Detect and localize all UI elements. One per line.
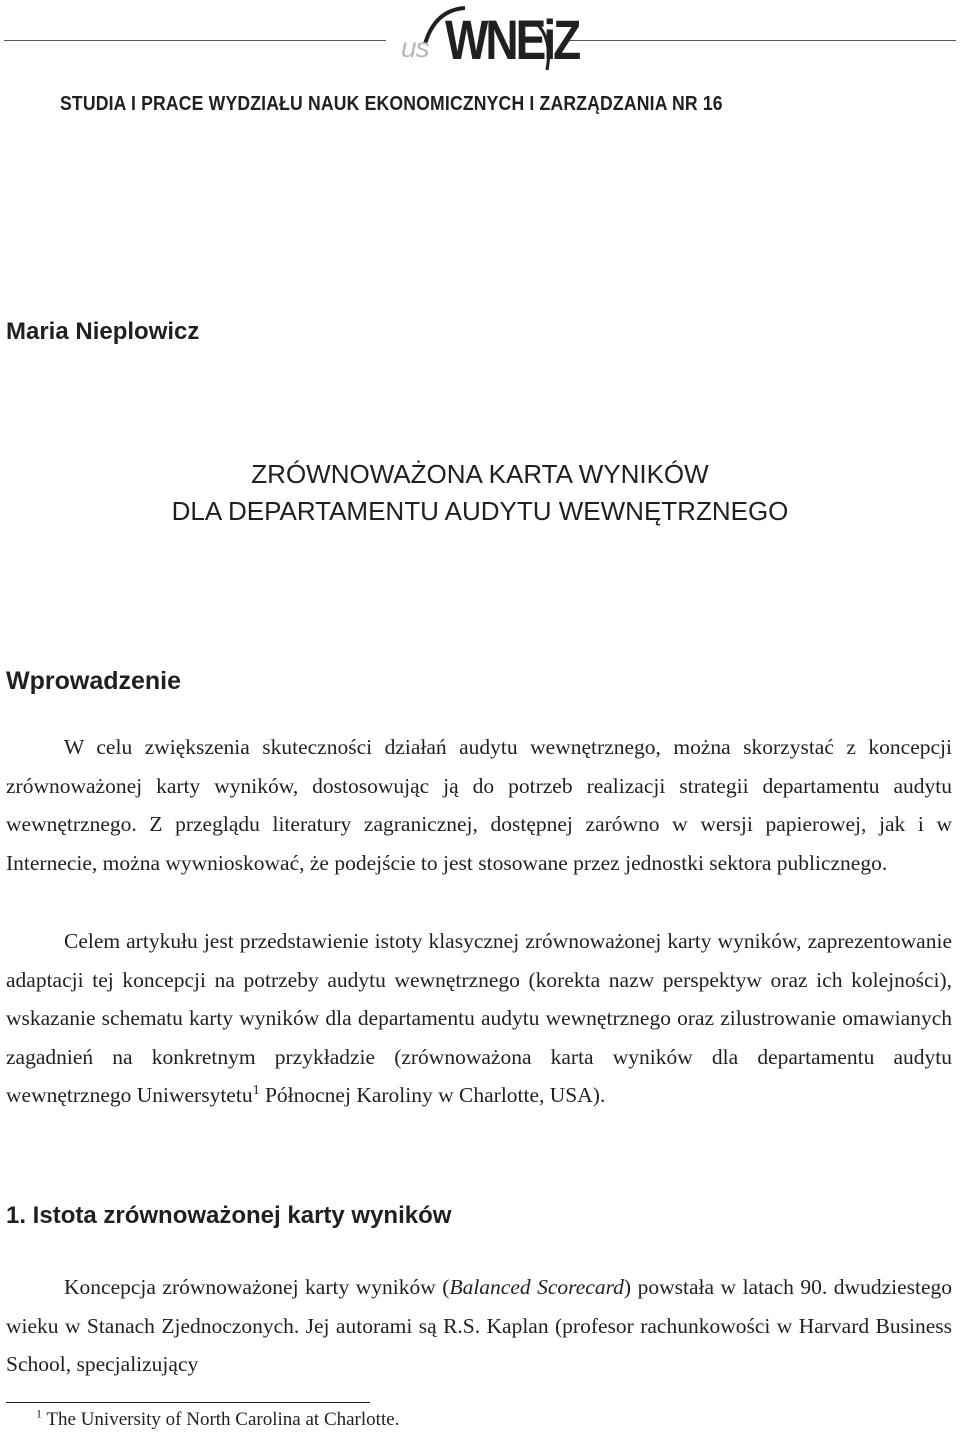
author-name: Maria Nieplowicz	[6, 318, 200, 345]
intro-paragraph-2	[6, 922, 952, 1115]
intro-paragraph-2-tail: Północnej Karoliny w Charlotte, USA).	[259, 1083, 606, 1107]
intro-paragraph-2-text: Celem artykułu jest przedstawienie istoty klasycznej zrównoważonej karty wyników, zaprezentowanie adaptacji tej koncepcji na potrzeby audytu wewnętrznego (korekta nazw perspektyw oraz ich kolejności), wskazanie schematu karty wyników dla departamentu audytu wewnętrznego oraz zilustrowanie omawianych zagadnień na konkretnym przykładzie (zrównoważona karta wyników dla departamentu audytu wewnętrznego Uniwersytetu	[6, 929, 952, 1107]
header-rule-right	[566, 40, 956, 41]
logo-us-text: us	[401, 32, 429, 63]
footnote-text: The University of North Carolina at Charlotte.	[42, 1409, 400, 1430]
article-title-line2: DLA DEPARTAMENTU AUDYTU WEWNĘTRZNEGO	[171, 496, 789, 526]
footnote	[36, 1406, 400, 1431]
series-title: STUDIA I PRACE WYDZIAŁU NAUK EKONOMICZNYCH I ZARZĄDZANIA NR 16	[60, 93, 723, 115]
footnote-ref[interactable]: 1	[252, 1082, 260, 1098]
section1-p1-start: Koncepcja zrównoważonej karty wyników (	[64, 1275, 450, 1299]
section-heading-1: 1. Istota zrównoważonej karty wyników	[6, 1202, 452, 1229]
section1-p1-italic: Balanced Scorecard	[449, 1275, 624, 1299]
section1-p1-end: ) powstała w latach 90. dwudziestego wieku w Stanach Zjednoczonych. Jej autorami są R.S. Kaplan (profesor rachunkowości w Harvard Business School, specjalizujący	[6, 1275, 953, 1376]
intro-paragraph-1: W celu zwiększenia skuteczności działań audytu wewnętrznego, można skorzystać z koncepcji zrównoważonej karty wyników, dostosowując ją do potrzeb realizacji strategii departamentu audytu wewnętrznego. Z przeglądu literatury zagranicznej, dostępnej zarówno w wersji papierowej, jak i w Internecie, można wywnioskować, że podejście to jest stosowane przez jednostki sektora publicznego.	[6, 735, 952, 875]
footnote-rule	[6, 1402, 370, 1403]
section1-paragraph-1	[6, 1268, 952, 1384]
footnote-number: 1	[36, 1406, 42, 1421]
logo-main-text: WNEiZ	[445, 8, 579, 71]
section-heading-intro: Wprowadzenie	[6, 667, 182, 695]
header-rule-left	[4, 40, 386, 41]
wneiz-logo	[395, 4, 579, 74]
article-title-line1: ZRÓWNOWAŻONA KARTA WYNIKÓW	[251, 459, 709, 489]
